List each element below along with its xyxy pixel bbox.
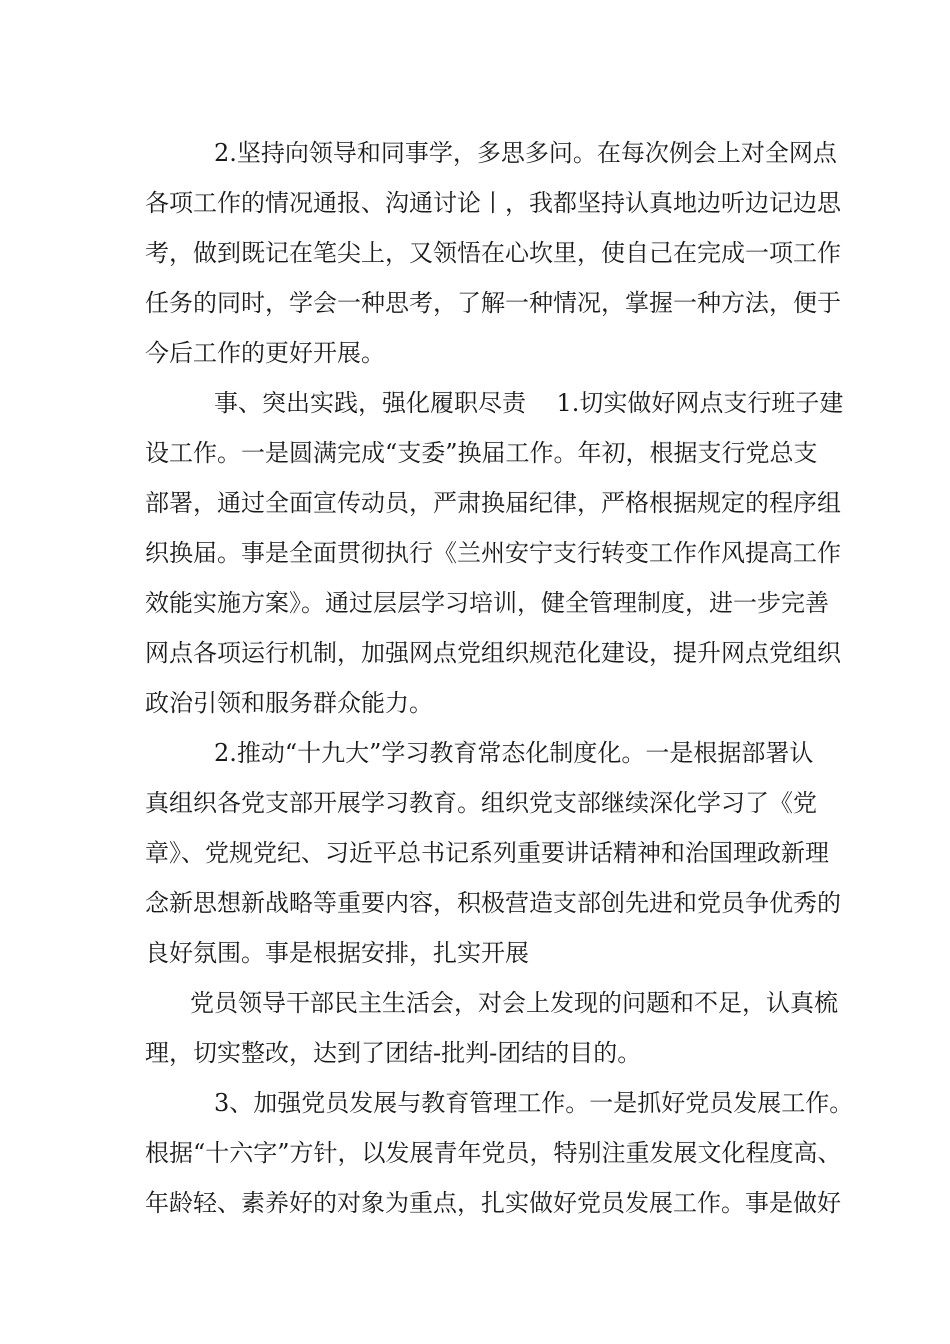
paragraph-line-5: 今后工作的更好开展。 — [145, 339, 385, 367]
paragraph-line-22: 年龄轻、素养好的对象为重点，扎实做好党员发展工作。事是做好 — [145, 1189, 841, 1217]
paragraph-line-10: 效能实施方案》。通过层层学习培训，健全管理制度，进一步完善 — [145, 589, 829, 617]
paragraph-line-14: 真组织各党支部开展学习教育。组织党支部继续深化学习了《党 — [145, 789, 817, 817]
section-heading-line: 事、突出实践，强化履职尽责 1.切实做好网点支行班子建 — [214, 389, 844, 417]
paragraph-line-15: 章》、党规党纪、习近平总书记系列重要讲话精神和治国理政新理 — [145, 839, 829, 867]
paragraph-line-12: 政治引领和服务群众能力。 — [145, 689, 433, 717]
paragraph-line-17: 良好氛围。事是根据安排，扎实开展 — [145, 939, 529, 967]
paragraph-line-8: 部署，通过全面宣传动员，严肃换届纪律，严格根据规定的程序组 — [145, 489, 841, 517]
paragraph-line-7: 设工作。一是圆满完成“支委”换届工作。年初，根据支行党总支 — [145, 439, 818, 467]
paragraph-line-3: 考，做到既记在笔尖上，又领悟在心坎里，使自己在完成一项工作 — [145, 239, 841, 267]
paragraph-line-11: 网点各项运行机制，加强网点党组织规范化建设，提升网点党组织 — [145, 639, 841, 667]
paragraph-line-20: 3、加强党员发展与教育管理工作。一是抓好党员发展工作。 — [214, 1089, 854, 1117]
paragraph-line-18: 党员领导干部民主生活会，对会上发现的问题和不足，认真梳 — [190, 989, 838, 1017]
paragraph-line-4: 任务的同时，学会一种思考，了解一种情况，掌握一种方法，便于 — [145, 289, 841, 317]
paragraph-line-13: 2.推动“十九大”学习教育常态化制度化。一是根据部署认 — [214, 739, 814, 767]
paragraph-line-2: 各项工作的情况通报、沟通讨论丨，我都坚持认真地边听边记边思 — [145, 189, 841, 217]
paragraph-line-19: 理，切实整改，达到了团结-批判-团结的目的。 — [145, 1039, 642, 1067]
paragraph-line-21: 根据“十六字”方针，以发展青年党员，特别注重发展文化程度高、 — [145, 1139, 842, 1167]
paragraph-line-9: 织换届。事是全面贯彻执行《兰州安宁支行转变工作作风提高工作 — [145, 539, 841, 567]
paragraph-line-1: 2.坚持向领导和同事学，多思多问。在每次例会上对全网点 — [214, 139, 837, 167]
paragraph-line-16: 念新思想新战略等重要内容，积极营造支部创先进和党员争优秀的 — [145, 889, 841, 917]
